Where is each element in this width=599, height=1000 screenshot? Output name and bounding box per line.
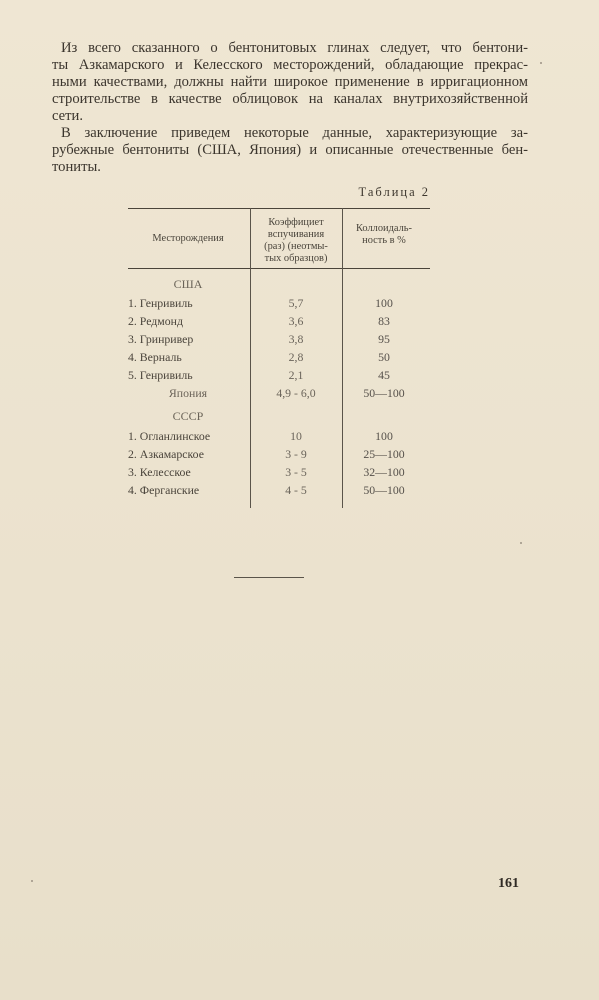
cell-deposit: 3. Келесское: [128, 465, 191, 479]
table-row: [118, 447, 438, 465]
header-line: ность в %: [362, 235, 406, 246]
cell-colloidality: 100: [375, 296, 393, 310]
cell-coefficient: 3 - 9: [285, 447, 307, 461]
cell-colloidality: 25—100: [363, 447, 405, 461]
text-line: строительстве в качестве облицовок на каналах внутрихозяйственной: [52, 91, 528, 107]
cell-coefficient: 2,1: [288, 368, 304, 382]
cell-colloidality: 83: [378, 314, 390, 328]
text-line: В заключение приведем некоторые данные, характеризующие за-: [61, 125, 528, 141]
table-row: [118, 296, 438, 314]
group-label-ussr: СССР: [172, 409, 204, 423]
table-row: [118, 350, 438, 368]
text-line: ты Азкамарского и Келесского месторождений, обладающие прекрас-: [52, 57, 528, 73]
cell-deposit: 2. Азкамарское: [128, 447, 204, 461]
header-line: Коэффициет: [268, 217, 324, 228]
text-line: тониты.: [52, 159, 101, 175]
table-row: [118, 483, 438, 501]
header-deposits: Месторождения: [152, 233, 224, 244]
table-header-rule: [128, 268, 430, 269]
paper-speck: [520, 542, 522, 544]
cell-coefficient: 3,8: [288, 332, 304, 346]
text-line: сети.: [52, 108, 83, 124]
cell-coefficient: 10: [290, 429, 302, 443]
header-swelling-coefficient: [252, 217, 340, 265]
cell-colloidality: 32—100: [363, 465, 405, 479]
cell-coefficient: 5,7: [288, 296, 304, 310]
table-top-rule: [128, 208, 430, 209]
cell-coefficient: 4,9 - 6,0: [276, 386, 316, 400]
cell-coefficient: 2,8: [288, 350, 304, 364]
paragraph-foreign-data: [52, 125, 528, 176]
cell-deposit: 3. Гринривер: [128, 332, 194, 346]
paper-speck: [31, 880, 33, 882]
group-label-usa: США: [173, 277, 203, 291]
section-divider: [234, 577, 304, 578]
paper-speck: [540, 62, 542, 64]
cell-deposit: 2. Редмонд: [128, 314, 183, 328]
cell-colloidality: 50: [378, 350, 390, 364]
cell-deposit: 4. Верналь: [128, 350, 182, 364]
text-line: Из всего сказанного о бентонитовых глинах следует, что бентони-: [61, 40, 528, 56]
header-colloidality: [344, 223, 424, 247]
cell-colloidality: 50—100: [363, 483, 405, 497]
header-line: Коллоидаль-: [356, 223, 412, 234]
table-row: [118, 429, 438, 447]
cell-deposit: 1. Огланлинское: [128, 429, 211, 443]
paragraph-conclusion-bentonites: [52, 40, 528, 125]
table-row: [118, 332, 438, 350]
cell-colloidality: 95: [378, 332, 390, 346]
cell-colloidality: 45: [378, 368, 390, 382]
table-row-japan: [118, 386, 438, 404]
cell-deposit: 4. Ферганские: [128, 483, 200, 497]
cell-deposit: 1. Генривиль: [128, 296, 193, 310]
cell-deposit: Япония: [168, 386, 208, 400]
cell-deposit: 5. Генривиль: [128, 368, 193, 382]
cell-colloidality: 100: [375, 429, 393, 443]
table-row: [118, 314, 438, 332]
table-row: [118, 368, 438, 386]
cell-coefficient: 3,6: [288, 314, 304, 328]
cell-coefficient: 3 - 5: [285, 465, 307, 479]
table-caption: Таблица 2: [358, 185, 430, 199]
cell-colloidality: 50—100: [363, 386, 405, 400]
body-text: [52, 40, 528, 176]
header-line: тых образцов): [264, 253, 328, 264]
text-line: рубежные бентониты (США, Япония) и описанные отечественные бен-: [52, 142, 528, 158]
table-row: [118, 465, 438, 483]
header-line: (раз) (неотмы-: [264, 241, 328, 252]
cell-coefficient: 4 - 5: [285, 483, 307, 497]
header-line: вспучивания: [267, 229, 325, 240]
page-number: 161: [498, 876, 519, 891]
text-line: ными качествами, должны найти широкое применение в ирригационном: [52, 74, 528, 90]
